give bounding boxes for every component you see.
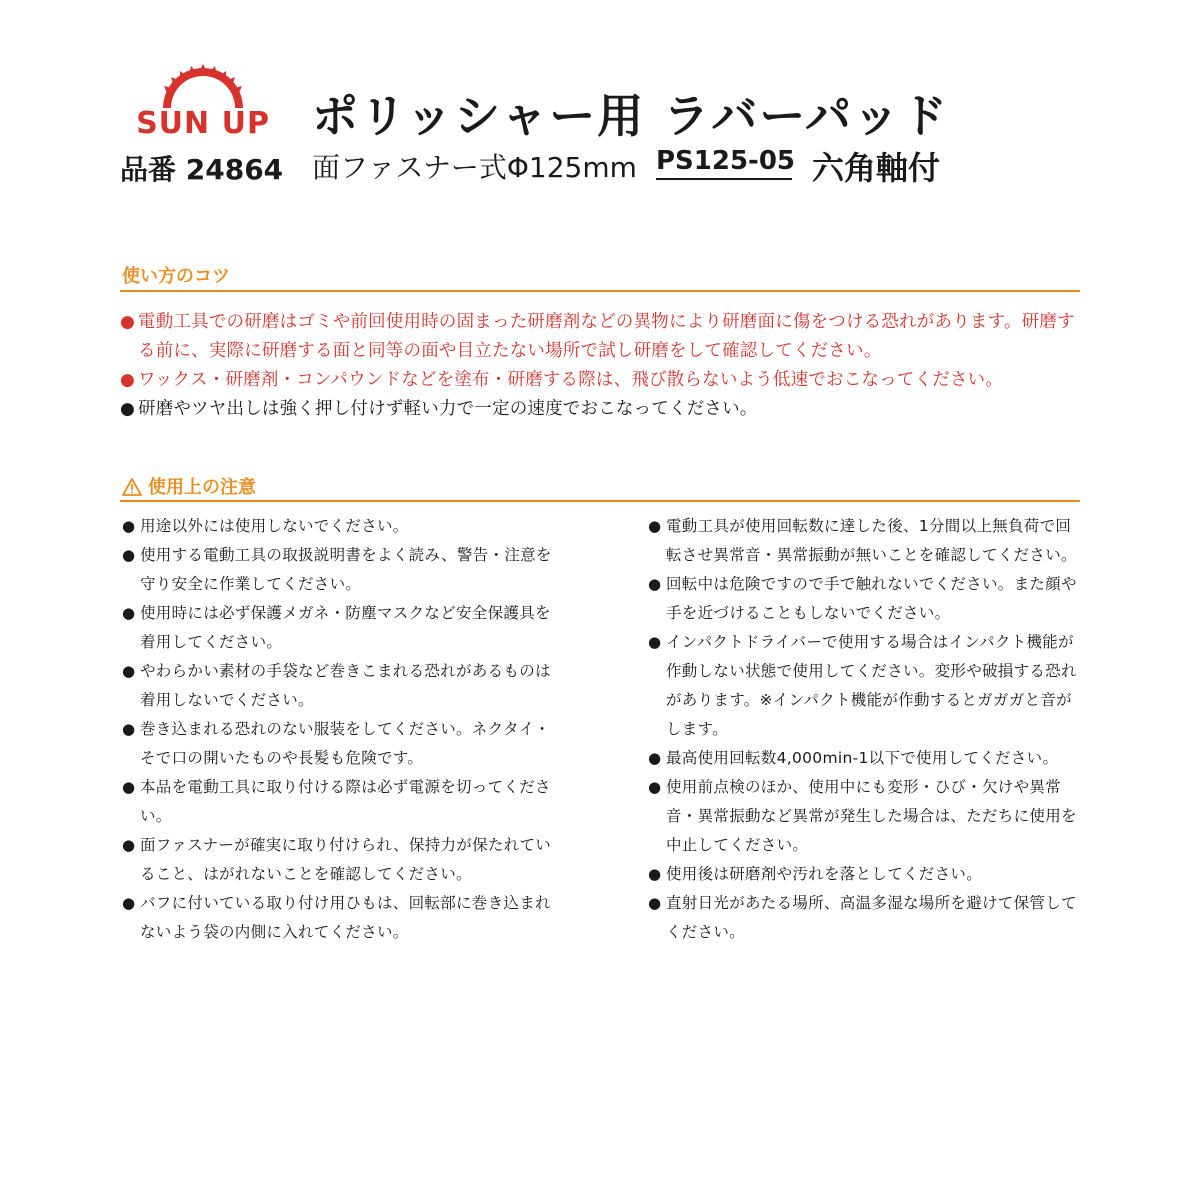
list-item: ● 使用後は研磨剤や汚れを落としてください。 bbox=[648, 860, 1084, 889]
caution-section-title: 使用上の注意 bbox=[122, 473, 256, 499]
product-title: ポリッシャー用 ラバーパッド bbox=[312, 89, 949, 143]
list-item: ● ワックス・研磨剤・コンパウンドなどを塗布・研磨する際は、飛び散らないよう低速でおこなってください。 bbox=[120, 366, 1090, 395]
bullet-icon: ● bbox=[122, 546, 136, 564]
bullet-icon: ● bbox=[648, 575, 662, 593]
bullet-icon: ● bbox=[122, 894, 136, 912]
product-spec: 面ファスナー式Φ125mm bbox=[312, 151, 637, 184]
bullet-icon: ● bbox=[122, 778, 136, 796]
model-number: PS125-05 bbox=[656, 146, 792, 180]
tips-divider bbox=[120, 290, 1080, 292]
list-item: ● 巻き込まれる恐れのない服装をしてください。ネクタイ・そで口の開いたものや長髪も危険です。 bbox=[122, 715, 558, 773]
list-item: ● 電動工具が使用回転数に達した後、1分間以上無負荷で回転させ異常音・異常振動が無いことを確認してください。 bbox=[648, 512, 1084, 570]
bullet-icon: ● bbox=[122, 720, 136, 738]
list-item: ● 最高使用回転数4,000min-1以下で使用してください。 bbox=[648, 744, 1084, 773]
list-item: ● 直射日光があたる場所、高温多湿な場所を避けて保管してください。 bbox=[648, 889, 1084, 947]
sun-rays-icon bbox=[118, 62, 288, 112]
bullet-icon: ● bbox=[648, 749, 662, 767]
list-item: ● やわらかい素材の手袋など巻きこまれる恐れがあるものは着用しないでください。 bbox=[122, 657, 558, 715]
bullet-icon: ● bbox=[122, 517, 136, 535]
list-item: ● 使用する電動工具の取扱説明書をよく読み、警告・注意を守り安全に作業してください。 bbox=[122, 541, 558, 599]
bullet-icon: ● bbox=[120, 312, 136, 332]
shaft-type: 六角軸付 bbox=[812, 149, 941, 187]
bullet-icon: ● bbox=[120, 370, 136, 390]
list-item: ● バフに付いている取り付け用ひもは、回転部に巻き込まれないよう袋の内側に入れてください。 bbox=[122, 889, 558, 947]
bullet-icon: ● bbox=[648, 865, 662, 883]
bullet-icon: ● bbox=[648, 633, 662, 651]
bullet-icon: ● bbox=[648, 894, 662, 912]
bullet-icon: ● bbox=[122, 662, 136, 680]
brand-name: SUN UP bbox=[136, 106, 270, 141]
list-item: ● 回転中は危険ですので手で触れないでください。また顔や手を近づけることもしないでください。 bbox=[648, 570, 1084, 628]
list-item: ● 本品を電動工具に取り付ける際は必ず電源を切ってください。 bbox=[122, 773, 558, 831]
tips-section-title: 使い方のコツ bbox=[122, 266, 230, 287]
bullet-icon: ● bbox=[120, 399, 136, 419]
bullet-icon: ● bbox=[122, 604, 136, 622]
caution-list-right bbox=[648, 512, 1084, 947]
part-number: 品番 24864 bbox=[120, 153, 284, 186]
list-item: ● 使用時には必ず保護メガネ・防塵マスクなど安全保護具を着用してください。 bbox=[122, 599, 558, 657]
bullet-icon: ● bbox=[122, 836, 136, 854]
list-item: ● 面ファスナーが確実に取り付けられ、保持力が保たれていること、はがれないことを確認してください。 bbox=[122, 831, 558, 889]
list-item: ● 使用前点検のほか、使用中にも変形・ひび・欠けや異常音・異常振動など異常が発生した場合は、ただちに使用を中止してください。 bbox=[648, 773, 1084, 860]
tips-list bbox=[120, 308, 1090, 424]
caution-list-left bbox=[122, 512, 558, 947]
list-item: ● 電動工具での研磨はゴミや前回使用時の固まった研磨剤などの異物により研磨面に傷をつける恐れがあります。研磨する前に、実際に研磨する面と同等の面や目立たない場所で試し研磨をして確認してください。 bbox=[120, 308, 1090, 366]
bullet-icon: ● bbox=[648, 517, 662, 535]
list-item: ● インパクトドライバーで使用する場合はインパクト機能が作動しない状態で使用してください。変形や破損する恐れがあります。※インパクト機能が作動するとガガガと音がします。 bbox=[648, 628, 1084, 744]
brand-logo bbox=[118, 62, 288, 144]
list-item: ● 研磨やツヤ出しは強く押し付けず軽い力で一定の速度でおこなってください。 bbox=[120, 395, 1090, 424]
warning-triangle-icon bbox=[122, 478, 142, 496]
caution-divider bbox=[120, 500, 1080, 502]
bullet-icon: ● bbox=[648, 778, 662, 796]
list-item: ● 用途以外には使用しないでください。 bbox=[122, 512, 558, 541]
